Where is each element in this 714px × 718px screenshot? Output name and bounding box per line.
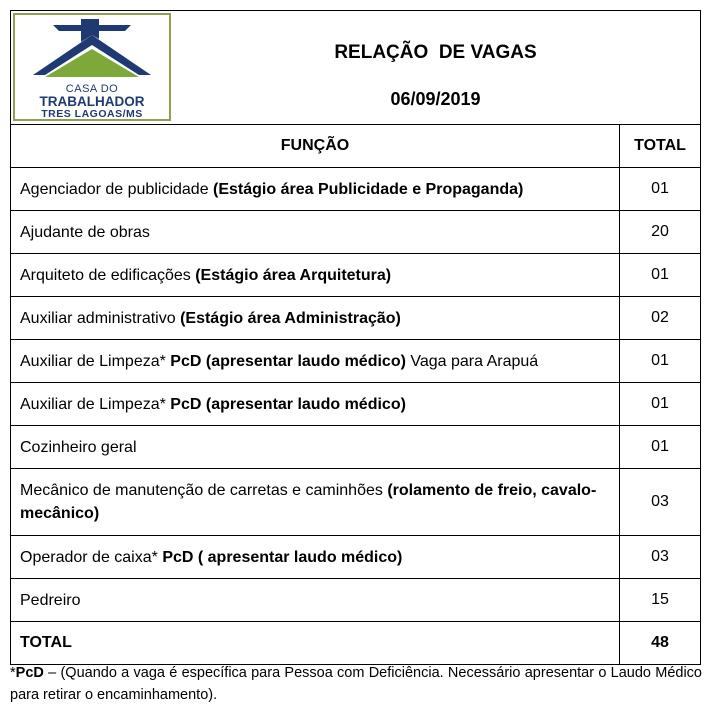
job-note: Vaga para Arapuá xyxy=(405,352,539,370)
job-title-cell xyxy=(11,536,620,579)
job-requirement: PcD (apresentar laudo médico) xyxy=(170,352,406,370)
job-title-cell xyxy=(11,254,620,297)
logo-line-2: TRABALHADOR xyxy=(39,94,145,109)
table-row xyxy=(11,469,701,536)
header-row xyxy=(11,11,701,125)
job-title: Operador de caixa* xyxy=(20,548,163,566)
job-count: 03 xyxy=(620,469,701,536)
job-title-cell xyxy=(11,340,620,383)
table-row xyxy=(11,340,701,383)
job-count: 01 xyxy=(620,340,701,383)
logo-line-3: TRES LAGOAS/MS xyxy=(41,108,143,120)
page-date: 06/09/2019 xyxy=(390,89,481,109)
job-title-cell xyxy=(11,168,620,211)
column-header-total: TOTAL xyxy=(620,125,701,168)
vacancy-sheet xyxy=(10,10,700,665)
job-title: Cozinheiro geral xyxy=(20,438,137,456)
job-title-cell xyxy=(11,469,620,536)
job-requirement: PcD ( apresentar laudo médico) xyxy=(162,548,403,566)
job-title-cell xyxy=(11,579,620,622)
table-row xyxy=(11,168,701,211)
logo-line-1: CASA DO xyxy=(65,83,119,95)
job-requirement: PcD (apresentar laudo médico) xyxy=(170,395,406,413)
job-count: 01 xyxy=(620,168,701,211)
job-title: Pedreiro xyxy=(20,591,81,609)
job-title-cell xyxy=(11,426,620,469)
table-row xyxy=(11,536,701,579)
job-title: Arquiteto de edificações xyxy=(20,266,196,284)
footnote-text: – (Quando a vaga é específica para Pessoa com Deficiência. Necessário apresentar o Laudo Médico para retirar o encaminhamento). xyxy=(10,665,702,703)
table-row xyxy=(11,383,701,426)
total-row xyxy=(11,622,701,665)
header-cell xyxy=(11,11,701,125)
table-row xyxy=(11,211,701,254)
page-title: RELAÇÃO DE VAGAS xyxy=(334,42,537,63)
job-title: Ajudante de obras xyxy=(20,223,150,241)
job-title: Agenciador de publicidade xyxy=(20,180,214,198)
job-title-cell xyxy=(11,211,620,254)
footnote-term: PcD xyxy=(15,665,44,681)
job-count: 02 xyxy=(620,297,701,340)
job-title-cell xyxy=(11,297,620,340)
total-label: TOTAL xyxy=(11,622,620,665)
job-requirement: (Estágio área Publicidade e Propaganda) xyxy=(213,180,524,198)
column-header-funcao: FUNÇÃO xyxy=(11,125,620,168)
job-count: 20 xyxy=(620,211,701,254)
job-count: 15 xyxy=(620,579,701,622)
job-title: Mecânico de manutenção de carretas e caminhões xyxy=(20,482,388,499)
job-count: 01 xyxy=(620,383,701,426)
table-row xyxy=(11,426,701,469)
table-row xyxy=(11,579,701,622)
pcd-footnote xyxy=(10,662,702,706)
footnote-asterisk: * xyxy=(10,665,16,681)
job-requirement: (Estágio área Administração) xyxy=(180,309,401,327)
job-count: 01 xyxy=(620,426,701,469)
vacancy-table xyxy=(10,10,701,665)
job-title-cell xyxy=(11,383,620,426)
table-row xyxy=(11,297,701,340)
job-count: 03 xyxy=(620,536,701,579)
column-header-row xyxy=(11,125,701,168)
job-requirement: (Estágio área Arquitetura) xyxy=(195,266,392,284)
job-title: Auxiliar administrativo xyxy=(20,309,181,327)
casa-do-trabalhador-logo xyxy=(13,13,171,121)
table-row xyxy=(11,254,701,297)
job-title: Auxiliar de Limpeza* xyxy=(20,395,171,413)
total-value: 48 xyxy=(620,622,701,665)
job-requirement: (rolamento de freio, cavalo-mecânico) xyxy=(20,482,597,522)
job-count: 01 xyxy=(620,254,701,297)
job-title: Auxiliar de Limpeza* xyxy=(20,352,171,370)
